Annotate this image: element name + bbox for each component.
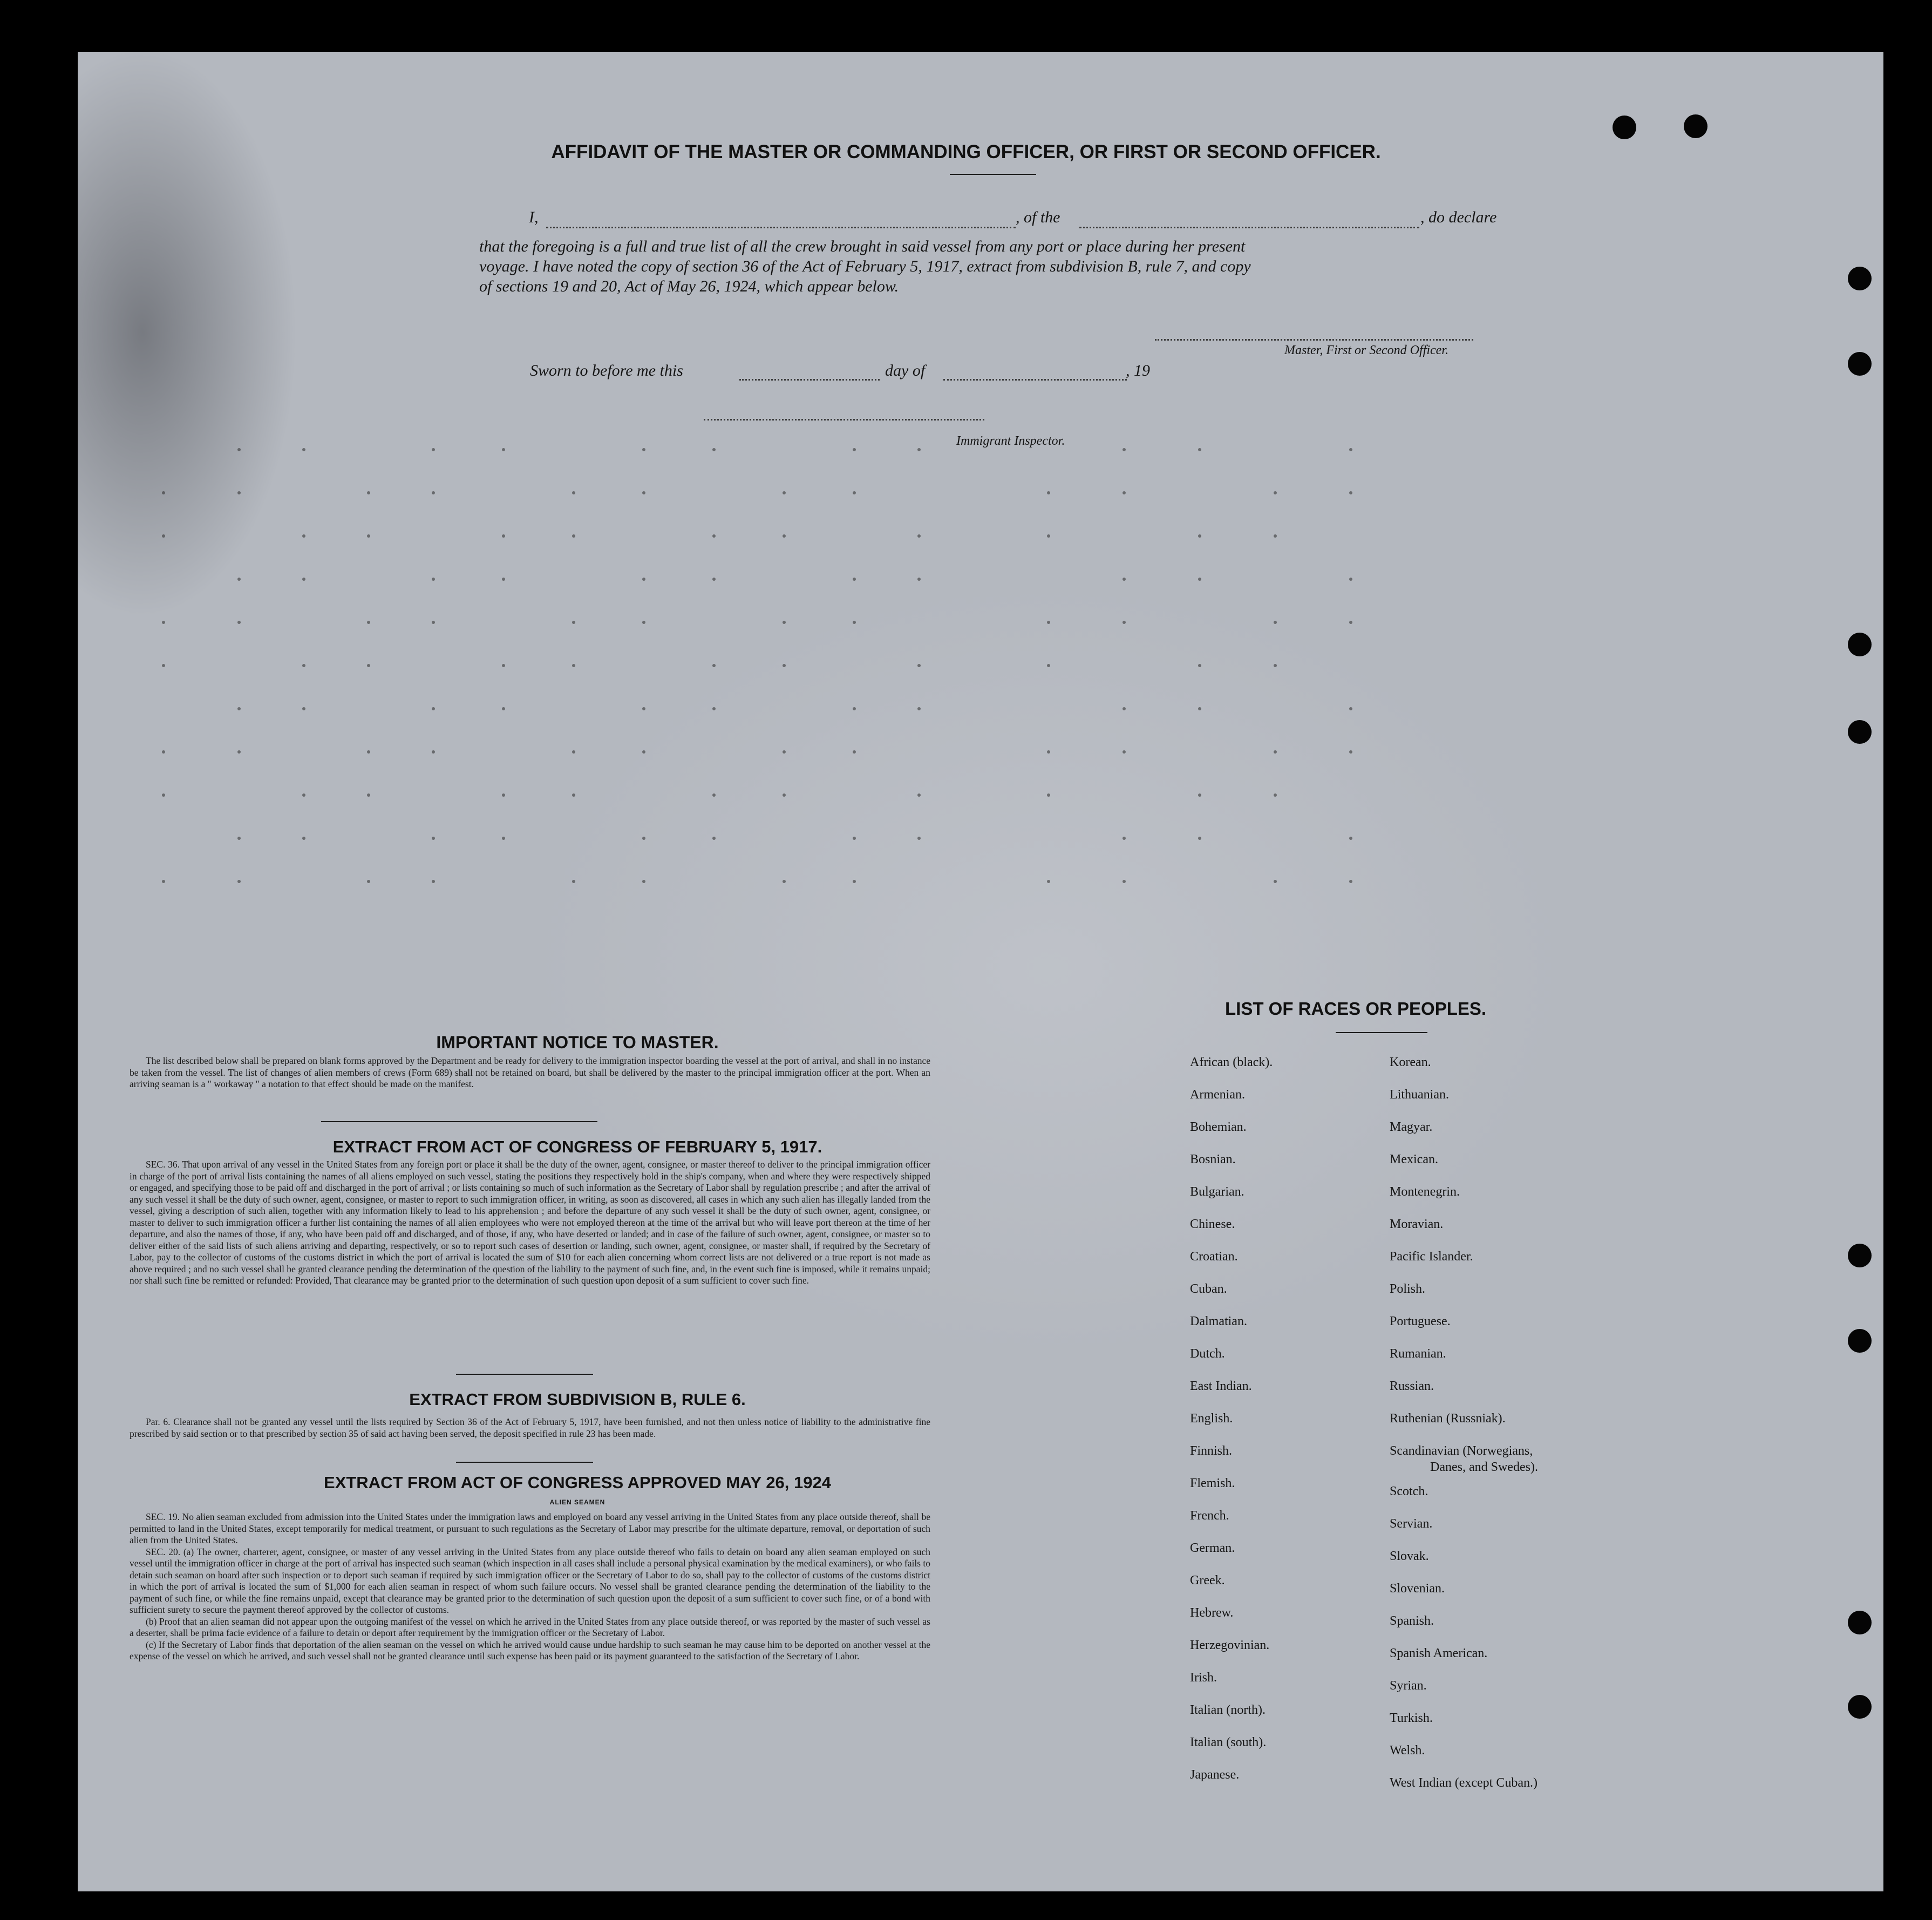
bleed-dot [1274, 534, 1277, 538]
race-item: Bulgarian. [1190, 1185, 1244, 1199]
binder-hole [1613, 116, 1636, 139]
inspector-signature-field[interactable] [704, 419, 984, 420]
bleed-dot [642, 880, 645, 883]
day-of-label: day of [885, 362, 926, 379]
extract-1917-title: EXTRACT FROM ACT OF CONGRESS OF FEBRUARY 5, 1917. [332, 1137, 822, 1156]
bleed-dot [712, 837, 716, 840]
bleed-dot [712, 578, 716, 581]
bleed-dot [783, 793, 786, 797]
race-item: Bohemian. [1190, 1120, 1247, 1134]
bleed-dot [302, 793, 305, 797]
vessel-name-field[interactable] [1079, 227, 1419, 228]
race-item: Pacific Islander. [1390, 1250, 1473, 1264]
bleed-dot [502, 578, 505, 581]
bleed-dot [1198, 793, 1201, 797]
bleed-dot [1123, 707, 1126, 710]
sworn-day-field[interactable] [739, 379, 880, 381]
bleed-dot [1198, 578, 1201, 581]
bleed-dot [1123, 491, 1126, 494]
bleed-dot [302, 578, 305, 581]
bleed-dot [432, 750, 435, 754]
races-title-underline [1336, 1032, 1427, 1033]
inspector-label: Immigrant Inspector. [956, 434, 1065, 448]
bleed-dot [642, 750, 645, 754]
bleed-dot [853, 880, 856, 883]
bleed-dot [502, 837, 505, 840]
bleed-dot [712, 534, 716, 538]
bleed-dot [1349, 621, 1352, 624]
bleed-dot [1123, 837, 1126, 840]
notice-text [130, 1055, 930, 1090]
bleed-dot [1047, 664, 1050, 667]
bleed-dot [572, 621, 575, 624]
bleed-dot [1349, 837, 1352, 840]
bleed-dot [432, 621, 435, 624]
bleed-dot [642, 578, 645, 581]
race-item: Moravian. [1390, 1217, 1444, 1231]
notice-paragraph: The list described below shall be prepared on blank forms approved by the Department and be ready for delivery to the immigration inspector boarding the vessel at the port of arrival, and shall in no instance be taken from the vessel. The list of changes of alien members of crews (Form 689) shall not be retained on board, but shall be delivered by the master to the principal immigration officer at the port. When an arriving seaman is a " workaway " a notation to that effect should be made on the manifest. [130, 1055, 930, 1089]
affidavit-title: AFFIDAVIT OF THE MASTER OR COMMANDING OFFICER, OR FIRST OR SECOND OFFICER. [551, 141, 1381, 162]
bleed-dot [302, 664, 305, 667]
race-item: Finnish. [1190, 1444, 1233, 1458]
bleed-dot [572, 880, 575, 883]
race-item: Welsh. [1390, 1743, 1425, 1758]
race-item: Italian (south). [1190, 1735, 1267, 1749]
bleed-dot [1047, 491, 1050, 494]
declarant-name-field[interactable] [546, 227, 1016, 228]
binder-hole [1848, 1611, 1872, 1634]
bleed-dot [162, 491, 165, 494]
bleed-dot [917, 534, 921, 538]
bleed-dot [302, 837, 305, 840]
binder-hole [1848, 1329, 1872, 1353]
bleed-dot [432, 491, 435, 494]
bleed-dot [1198, 448, 1201, 451]
bleed-dot [237, 578, 241, 581]
bleed-dot [1274, 664, 1277, 667]
bleed-dot [502, 664, 505, 667]
race-item: Cuban. [1190, 1282, 1227, 1296]
race-item: German. [1190, 1541, 1235, 1555]
bleed-dot [502, 793, 505, 797]
bleed-dot [1349, 707, 1352, 710]
bleed-dot [1198, 534, 1201, 538]
bleed-dot [572, 664, 575, 667]
master-signature-field[interactable] [1155, 339, 1473, 341]
race-item: Polish. [1390, 1282, 1426, 1296]
race-item: Mexican. [1390, 1152, 1438, 1166]
bleed-dot [1349, 578, 1352, 581]
extract-rule-text [130, 1416, 930, 1440]
bleed-dot [572, 793, 575, 797]
bleed-dot [853, 707, 856, 710]
bleed-dot [162, 664, 165, 667]
race-item: Russian. [1390, 1379, 1434, 1393]
bleed-dot [1123, 750, 1126, 754]
section-19-paragraph: SEC. 19. No alien seaman excluded from admission into the United States under the immigration laws and employed on board any vessel arriving in the United States from any place outside thereof, shall be permitted to land in the United States, except temporarily for medical treatment, or pursuant to such regulations as the Secretary of Labor may prescribe for the ultimate departure, removal, or deportation of such alien from the United States. [130, 1511, 930, 1545]
bleed-dot [302, 534, 305, 538]
race-item: Korean. [1390, 1055, 1431, 1069]
race-item: Greek. [1190, 1573, 1225, 1587]
bleed-dot [1274, 793, 1277, 797]
binder-hole [1684, 114, 1707, 138]
race-item: Slovenian. [1390, 1582, 1445, 1596]
races-title: LIST OF RACES OR PEOPLES. [1225, 999, 1487, 1019]
section-20a-paragraph: SEC. 20. (a) The owner, charterer, agent, consignee, or master of any vessel arriving in the United States from any place outside thereof who fails to detain on board any alien seaman employed on such vessel until the immigration officer in charge at the port of arrival has inspected such seaman (which inspection in all cases shall include a personal physical examination by the medical examiners), or who fails to detain such seaman on board after such inspection or to deport such seaman if required by such immigration officer or the Secretary of Labor to do so, shall pay to the collector of customs of the customs district in which the port of arrival is located the sum of $1,000 for each alien seaman in respect of whom such failure occurs. No vessel shall be granted clearance pending the determination of the liability to the payment of such fine, or while the fine remains unpaid, except that clearance may be granted prior to the determination of such question upon the deposit of a sum sufficient to cover such fine, or of a bond with sufficient surety to secure the payment thereof approved by the collector of customs. [130, 1546, 930, 1615]
bleed-dot [853, 578, 856, 581]
binder-hole [1848, 267, 1872, 290]
rule-6-paragraph: Par. 6. Clearance shall not be granted any vessel until the lists required by Section 36 of the Act of February 5, 1917, have been furnished, and not then unless notice of liability to the administrative fine prescribed by said section or to that prescribed by section 35 of said act having been served, the deposit specified in rule 23 has been made. [130, 1416, 930, 1439]
bleed-dot [783, 534, 786, 538]
sworn-label: Sworn to before me this [530, 362, 683, 379]
bleed-dot [367, 491, 370, 494]
bleed-dot [642, 491, 645, 494]
bleed-dot [853, 837, 856, 840]
section-divider [321, 1121, 597, 1122]
bleed-dot [432, 578, 435, 581]
bleed-dot [502, 448, 505, 451]
bleed-dot [237, 750, 241, 754]
race-item: Dalmatian. [1190, 1314, 1247, 1328]
race-item: Montenegrin. [1390, 1185, 1460, 1199]
race-item: Scotch. [1390, 1484, 1428, 1498]
race-item: Ruthenian (Russniak). [1390, 1412, 1506, 1426]
declarant-prefix: I, [529, 208, 539, 226]
race-item: Armenian. [1190, 1088, 1245, 1102]
bleed-dot [1047, 793, 1050, 797]
affidavit-body-line: that the foregoing is a full and true list of all the crew brought in said vessel from any port or place during her present [479, 238, 1246, 255]
race-item: Flemish. [1190, 1476, 1235, 1490]
bleed-dot [642, 621, 645, 624]
race-item: Hebrew. [1190, 1606, 1234, 1620]
bleed-dot [1349, 880, 1352, 883]
bleed-dot [237, 491, 241, 494]
race-item: African (black). [1190, 1055, 1273, 1069]
of-the-label: , of the [1016, 208, 1060, 226]
bleed-dot [712, 707, 716, 710]
bleed-dot [237, 621, 241, 624]
bleed-dot [1274, 750, 1277, 754]
bleed-dot [1198, 664, 1201, 667]
race-item: Chinese. [1190, 1217, 1235, 1231]
bleed-dot [432, 880, 435, 883]
race-item: Portuguese. [1390, 1314, 1451, 1328]
bleed-dot [1274, 491, 1277, 494]
bleed-dot [1349, 448, 1352, 451]
bleed-dot [917, 448, 921, 451]
bleed-dot [432, 837, 435, 840]
bleed-dot [237, 448, 241, 451]
binder-hole [1848, 720, 1872, 744]
race-item: Bosnian. [1190, 1152, 1236, 1166]
race-item: Servian. [1390, 1517, 1433, 1531]
race-item: Irish. [1190, 1671, 1217, 1685]
binder-hole [1848, 1244, 1872, 1267]
binder-hole [1848, 352, 1872, 376]
section-36-paragraph: SEC. 36. That upon arrival of any vessel in the United States from any foreign port or place it shall be the duty of the owner, agent, consignee, or master thereof to deliver to the principal immigration officer in charge of the port of arrival lists containing the names of all aliens employed on such vessel, stating the positions they respectively hold in the ship's company, when and where they were respectively shipped or engaged, and specifying those to be paid off and discharged in the port of arrival ; or lists containing so much of such information as the Secretary of Labor shall by regulation prescribe ; and after the arrival of any such vessel it shall be the duty of such owner, agent, consignee, or master to report to such immigration officer, in writing, as soon as discovered, all cases in which any such alien has illegally landed from the vessel, giving a description of such alien, together with any information likely to lead to his apprehension ; and before the departure of any such vessel it shall be the duty of such owner, agent, consignee, or master to deliver to such immigration officer a further list containing the names of all alien employees who were not employed thereon at the time of the arrival but who will leave port thereon at the time of her departure, and also the names of those, if any, who have been paid off and discharged, and of those, if any, who have deserted or landed; and in case of the failure of such owner, agent, consignee, or master so to deliver either of the said lists of such aliens arriving and departing, respectively, or so to report such cases of desertion or landing, such owner, agent, consignee, or master shall, if required by the Secretary of Labor, pay to the collector of customs of the customs district in which the port of arrival is located the sum of $10 for each alien concerning whom correct lists are not delivered or a true report is not made as above required ; and no such vessel shall be granted clearance pending the determination of the question of the liability to the payment of such fine, and, in the event such fine is imposed, while it remains unpaid; nor shall such fine be remitted or refunded: Provided, That clearance may be granted prior to the determination of such question upon deposit of a sum sufficient to cover such fine. [130, 1159, 930, 1286]
section-20c-paragraph: (c) If the Secretary of Labor finds that deportation of the alien seaman on the vessel on which he arrived would cause undue hardship to such seaman he may cause him to be deported on another vessel at the expense of the vessel on which he arrived, and such vessel shall not be granted clearance until such expense has been paid or its payment guaranteed to the satisfaction of the Secretary of Labor. [130, 1639, 930, 1661]
bleed-dot [237, 837, 241, 840]
race-item: Spanish. [1390, 1614, 1434, 1628]
bleed-dot [367, 880, 370, 883]
section-divider [456, 1374, 593, 1375]
bleed-dot [712, 448, 716, 451]
extract-1924-title: EXTRACT FROM ACT OF CONGRESS APPROVED MAY 26, 1924 [324, 1473, 831, 1492]
bleed-dot [917, 793, 921, 797]
bleed-dot [162, 793, 165, 797]
bleed-dot [162, 750, 165, 754]
affidavit-body-line: voyage. I have noted the copy of section 36 of the Act of February 5, 1917, extract from subdivision B, rule 7, and copy [479, 257, 1251, 275]
bleed-dot [1123, 621, 1126, 624]
race-item: East Indian. [1190, 1379, 1252, 1393]
bleed-dot [1274, 880, 1277, 883]
bleed-dot [783, 491, 786, 494]
bleed-dot [237, 880, 241, 883]
bleed-dot [237, 707, 241, 710]
bleed-dot [1349, 491, 1352, 494]
bleed-dot [783, 664, 786, 667]
bleed-dot [432, 448, 435, 451]
extract-1917-text [130, 1159, 930, 1287]
bleed-dot [1123, 880, 1126, 883]
section-divider [456, 1462, 593, 1463]
bleed-dot [642, 837, 645, 840]
master-signature-label: Master, First or Second Officer. [1284, 343, 1448, 357]
race-item: Slovak. [1390, 1549, 1429, 1563]
race-item: Magyar. [1390, 1120, 1433, 1134]
binder-hole [1848, 633, 1872, 656]
bleed-dot [572, 491, 575, 494]
bleed-dot [502, 707, 505, 710]
bleed-dot [783, 750, 786, 754]
bleed-dot [1047, 621, 1050, 624]
bleed-dot [367, 750, 370, 754]
bleed-dot [642, 448, 645, 451]
race-item: English. [1190, 1412, 1233, 1426]
bleed-dot [1198, 707, 1201, 710]
bleed-dot [712, 664, 716, 667]
bleed-dot [1123, 448, 1126, 451]
race-item: Scandinavian (Norwegians, [1390, 1444, 1533, 1458]
extract-rule-title: EXTRACT FROM SUBDIVISION B, RULE 6. [409, 1390, 746, 1409]
affidavit-body-line: of sections 19 and 20, Act of May 26, 1924, which appear below. [479, 277, 899, 295]
bleed-dot [917, 664, 921, 667]
bleed-dot [1047, 880, 1050, 883]
bleed-dot [367, 621, 370, 624]
do-declare-label: , do declare [1420, 208, 1497, 226]
race-item: Italian (north). [1190, 1703, 1266, 1717]
bleed-dot [917, 837, 921, 840]
bleed-dot [432, 707, 435, 710]
bleed-dot [367, 793, 370, 797]
notice-title: IMPORTANT NOTICE TO MASTER. [436, 1033, 719, 1052]
bleed-dot [853, 621, 856, 624]
bleed-dot [572, 750, 575, 754]
bleed-dot [853, 750, 856, 754]
title-underline [950, 174, 1036, 175]
race-item: Turkish. [1390, 1711, 1433, 1725]
year-label: , 19 [1126, 362, 1150, 379]
race-item: Japanese. [1190, 1768, 1240, 1782]
race-item: Spanish American. [1390, 1646, 1488, 1660]
race-item: Danes, and Swedes). [1430, 1460, 1538, 1474]
bleed-dot [1123, 578, 1126, 581]
bleed-dot [302, 707, 305, 710]
bleed-dot [853, 448, 856, 451]
race-item: Dutch. [1190, 1347, 1225, 1361]
race-item: Syrian. [1390, 1679, 1427, 1693]
section-20b-paragraph: (b) Proof that an alien seaman did not appear upon the outgoing manifest of the vessel on which he arrived in the United States from any place outside thereof, or was reported by the master of such vessel as a deserter, shall be prima facie evidence of a failure to detain or deport after requirement by the immigration officer or the Secretary of Labor. [130, 1616, 930, 1638]
bleed-dot [783, 621, 786, 624]
sworn-month-field[interactable] [943, 379, 1127, 381]
bleed-dot [642, 707, 645, 710]
race-item: Lithuanian. [1390, 1088, 1449, 1102]
alien-seamen-subtitle: ALIEN SEAMEN [549, 1498, 606, 1506]
bleed-dot [1274, 621, 1277, 624]
race-item: French. [1190, 1509, 1229, 1523]
bleed-dot [502, 534, 505, 538]
bleed-dot [367, 664, 370, 667]
bleed-dot [162, 534, 165, 538]
race-item: Rumanian. [1390, 1347, 1446, 1361]
bleed-dot [1047, 534, 1050, 538]
bleed-dot [302, 448, 305, 451]
bleed-dot [783, 880, 786, 883]
bleed-dot [367, 534, 370, 538]
race-item: West Indian (except Cuban.) [1390, 1776, 1538, 1790]
bleed-dot [1047, 750, 1050, 754]
bleed-dot [162, 880, 165, 883]
extract-1924-text [130, 1511, 930, 1663]
race-item: Croatian. [1190, 1250, 1238, 1264]
bleed-dot [1349, 750, 1352, 754]
bleed-dot [162, 621, 165, 624]
bleed-dot [712, 793, 716, 797]
bleed-dot [917, 578, 921, 581]
binder-hole [1848, 1695, 1872, 1719]
bleed-dot [917, 707, 921, 710]
bleed-dot [1198, 837, 1201, 840]
race-item: Herzegovinian. [1190, 1638, 1270, 1652]
bleed-dot [853, 491, 856, 494]
bleed-dot [572, 534, 575, 538]
